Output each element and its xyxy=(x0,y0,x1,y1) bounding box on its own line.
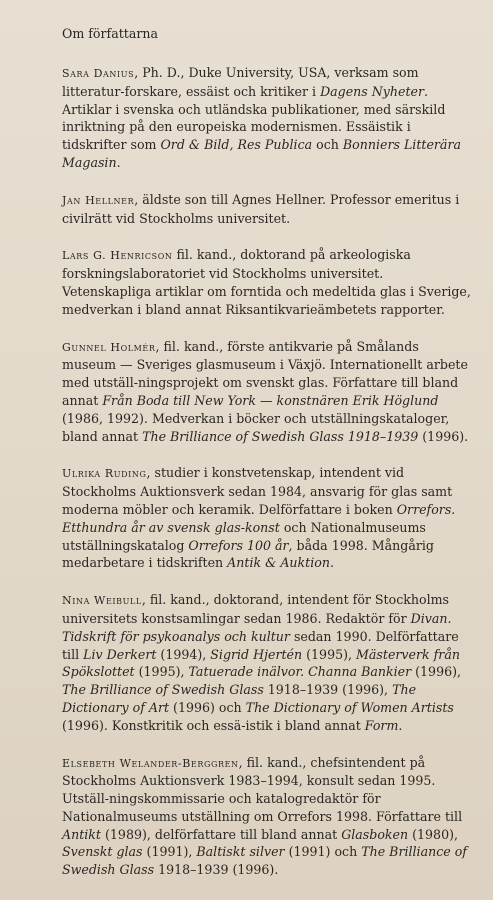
author-entry-holmer xyxy=(62,338,471,446)
italic-title: Divan. Tidskrift för psykoanalys och kultur xyxy=(62,610,452,644)
author-name: Lars G. Henricson xyxy=(62,249,173,263)
author-name: Nina Weibull xyxy=(62,594,142,608)
body-text: , studier i konstvetenskap, intendent vid Stockholms Auktionsverk sedan 1984, ansvarig för glas samt moderna möbler och keramik. Delförfattare i boken xyxy=(62,465,453,517)
body-text: (1995), xyxy=(134,664,189,680)
author-entry-weibull xyxy=(62,591,471,734)
body-text: sedan 1990. Delförfattare till xyxy=(62,628,459,662)
italic-title: Glasboken xyxy=(341,826,409,842)
body-text: (1991) och xyxy=(284,844,362,860)
body-text: och xyxy=(312,137,343,153)
italic-title: Orrefors 100 år xyxy=(188,537,289,553)
italic-title: Från Boda till New York — konstnären Erik Höglund xyxy=(102,392,439,408)
body-text: (1996). xyxy=(418,428,469,444)
italic-title: Svenskt glas xyxy=(62,844,143,860)
author-name: Ulrika Ruding xyxy=(62,467,147,481)
author-entry-hellner xyxy=(62,191,471,228)
body-text: fil. kand., doktorand på arkeologiska forskningslaboratoriet vid Stockholms universitet. Vetenskapliga artiklar om forntida och medeltida glas i Sverige, medverkan i bland annat Riksantikvarieämbetets rapporter. xyxy=(62,247,471,317)
body-text: . Artiklar i svenska och utländska publikationer, med särskild inriktning på den europeiska modernismen. Essäistik i tidskrifter som xyxy=(62,83,446,153)
body-text: , fil. kand., förste antikvarie på Smålands museum — Sveriges glasmuseum i Växjö. Internationellt arbete med utställ-ningsprojekt om svenskt glas. Författare till bland annat xyxy=(62,338,468,408)
body-text: och Nationalmuseums utställningskatalog xyxy=(62,519,426,553)
italic-title: Antik & Auktion xyxy=(227,555,330,571)
author-name: Gunnel Holmér xyxy=(62,340,156,354)
body-text: , Ph. D., Duke University, USA, verksam som litteratur-forskare, essäist och kritiker i xyxy=(62,65,419,99)
italic-title: Orrefors. Etthundra år av svensk glas-konst xyxy=(62,501,456,535)
body-text: (1996). Konstkritik och essä-istik i bland annat xyxy=(62,717,365,733)
italic-title: Mästerverk från Spökslottet xyxy=(62,646,460,680)
italic-title: Sigrid Hjertén xyxy=(210,646,303,662)
italic-title: The Brilliance of Swedish Glass xyxy=(62,844,467,878)
italic-title: The Brilliance of Swedish Glass 1918–1939 xyxy=(142,428,419,444)
body-text: . xyxy=(329,555,334,571)
body-text: . xyxy=(116,154,121,170)
author-name: Sara Danius xyxy=(62,67,135,80)
italic-title: Antikt xyxy=(62,826,101,842)
body-text: 1918–1939 (1996), xyxy=(263,682,393,698)
body-text: (1995), xyxy=(302,646,357,662)
body-text: . xyxy=(398,717,403,733)
author-name: Jan Hellner xyxy=(62,193,135,207)
body-text: , äldste son till Agnes Hellner. Professor emeritus i civilrätt vid Stockholms universitet. xyxy=(62,191,460,226)
italic-title: The Brilliance of Swedish Glass xyxy=(62,682,264,698)
italic-title: Dagens Nyheter xyxy=(320,83,424,99)
italic-title: Baltiskt silver xyxy=(196,844,285,860)
author-entry-ruding xyxy=(62,464,471,572)
body-text: 1918–1939 (1996). xyxy=(154,862,279,878)
italic-title: The Dictionary of Art xyxy=(62,682,417,715)
italic-title: Bonniers Litterära Magasin xyxy=(62,137,461,170)
body-text: , fil. kand., doktorand, intendent för Stockholms universitets konstsamlingar sedan 1986. Redaktör för xyxy=(62,592,450,626)
body-text: , båda 1998. Mångårig medarbetare i tidskriften xyxy=(62,537,434,571)
body-text: (1986, 1992). Medverkan i böcker och utställningskataloger, bland annat xyxy=(62,410,450,444)
body-text: (1994), xyxy=(156,646,211,662)
body-text: (1980), xyxy=(408,826,458,842)
italic-title: Liv Derkert xyxy=(83,646,157,662)
italic-title: The Dictionary of Women Artists xyxy=(245,699,454,715)
italic-title: Form xyxy=(364,717,399,733)
italic-title: Ord & Bild, Res Publica xyxy=(160,137,313,153)
body-text: (1989), delförfattare till bland annat xyxy=(101,826,342,842)
italic-title: Tatuerade inälvor. Channa Bankier xyxy=(188,664,412,680)
body-text: (1996), xyxy=(411,664,462,680)
author-name: Elsebeth Welander-Berggren xyxy=(62,756,239,770)
body-text: (1991), xyxy=(142,844,197,860)
body-text: , fil. kand., chefsintendent på Stockholms Auktionsverk 1983–1994, konsult sedan 1995. Utställ-ningskommissarie och katalogredaktör för Nationalmuseums utställning om Orrefors 1998. Författare till xyxy=(62,754,463,824)
author-entry-danius xyxy=(62,64,471,172)
section-heading: Om författarna xyxy=(62,26,158,41)
body-text: (1996) och xyxy=(169,699,246,715)
author-entry-welander-berggren xyxy=(62,754,471,880)
author-entry-henricson xyxy=(62,246,471,318)
